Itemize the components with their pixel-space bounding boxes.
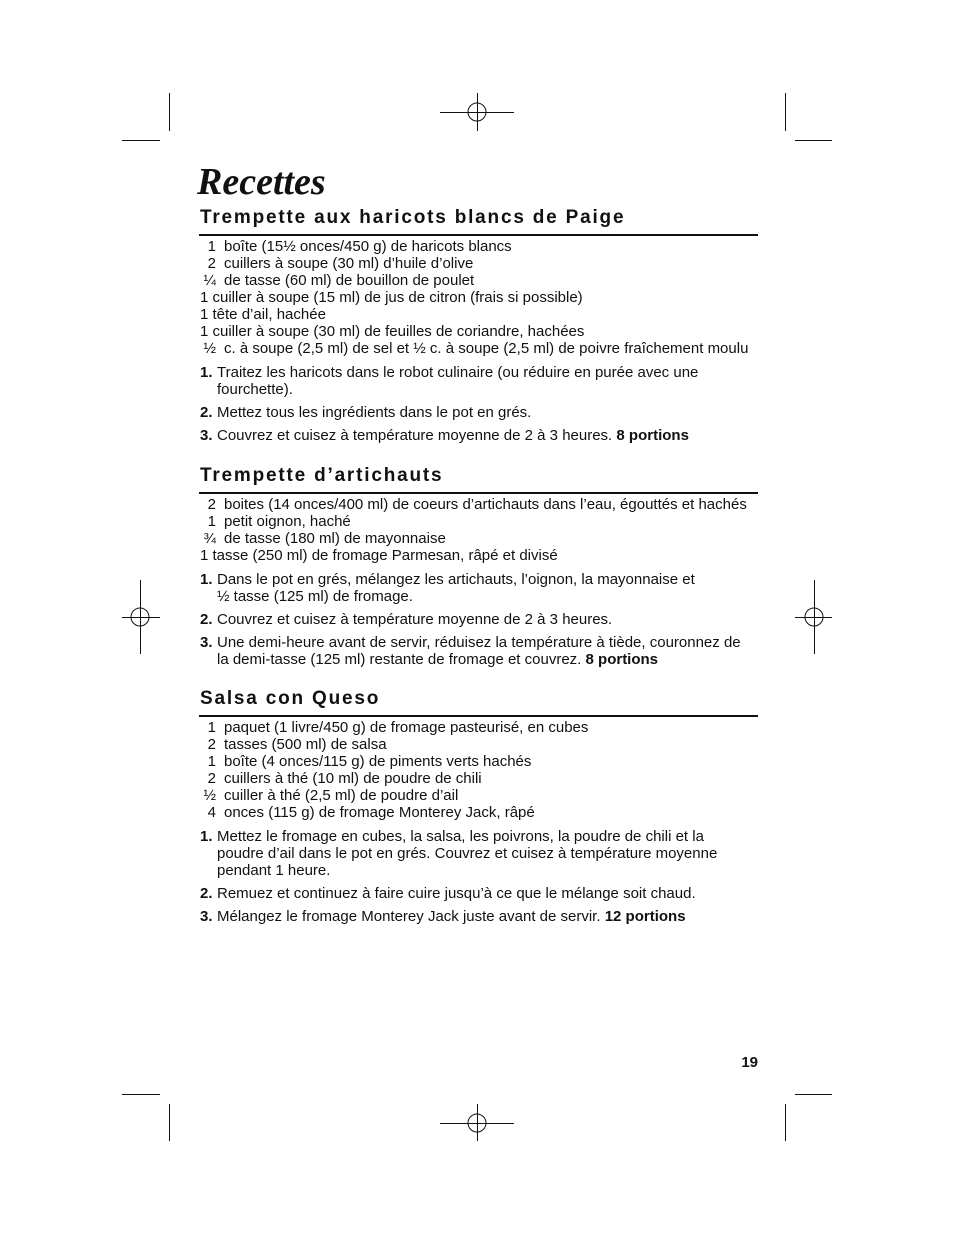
- ingredient-item: [200, 770, 758, 787]
- ingredient-quantity: ¼: [203, 272, 216, 289]
- ingredient-item: [200, 306, 758, 323]
- step-text: Une demi-heure avant de servir, réduisez la température à tiède, couronnez de la demi-tasse (125 ml) restante de fromage et couvrez.: [217, 634, 741, 668]
- ingredient-text: 1 cuiller à soupe (30 ml) de feuilles de coriandre, hachées: [200, 323, 585, 340]
- step-number: 3.: [200, 427, 213, 444]
- heading-rule: [199, 492, 758, 495]
- step-list: [199, 571, 758, 668]
- ingredient-text: onces (115 g) de fromage Monterey Jack, râpé: [224, 804, 535, 821]
- ingredient-text: cuiller à thé (2,5 ml) de poudre d’ail: [224, 787, 459, 804]
- step-number: 3.: [200, 634, 213, 651]
- ingredient-text: 1 tasse (250 ml) de fromage Parmesan, râpé et divisé: [200, 547, 558, 564]
- ingredient-text: 1 cuiller à soupe (15 ml) de jus de citron (frais si possible): [200, 289, 583, 306]
- heading-rule: [199, 715, 758, 718]
- step-body: [217, 828, 717, 879]
- step-body: [217, 571, 695, 605]
- step-number: 3.: [200, 908, 213, 925]
- servings-yield: 8 portions: [585, 651, 659, 668]
- recipe-heading: Salsa con Queso: [200, 688, 381, 709]
- crop-mark-bottom-right: [786, 1095, 833, 1142]
- step-item: [200, 427, 758, 444]
- step-number: 2.: [200, 885, 213, 902]
- ingredient-list: [199, 719, 758, 821]
- ingredient-quantity: 2: [207, 736, 216, 753]
- ingredient-item: [200, 255, 758, 272]
- ingredient-item: [200, 787, 758, 804]
- step-item: [200, 364, 758, 398]
- step-text: Remuez et continuez à faire cuire jusqu’à ce que le mélange soit chaud.: [217, 885, 696, 902]
- step-number: 1.: [200, 828, 213, 845]
- ingredient-item: [200, 340, 758, 357]
- registration-mark-left: [122, 580, 160, 654]
- ingredient-text: de tasse (60 ml) de bouillon de poulet: [224, 272, 475, 289]
- ingredient-item: [200, 323, 758, 340]
- recipe-white-bean-dip: [199, 207, 758, 444]
- step-item: [200, 634, 758, 668]
- step-body: [217, 885, 696, 902]
- ingredient-quantity: 2: [207, 496, 216, 513]
- ingredient-quantity: 1: [207, 719, 216, 736]
- step-text: Mettez tous les ingrédients dans le pot en grés.: [217, 404, 532, 421]
- step-text: Mettez le fromage en cubes, la salsa, les poivrons, la poudre de chili et la poudre d’ail dans le pot en grés. Couvrez et cuisez à température moyenne pendant 1 heure.: [217, 828, 718, 879]
- ingredient-text: boîte (15½ onces/450 g) de haricots blancs: [224, 238, 512, 255]
- ingredient-text: paquet (1 livre/450 g) de fromage pasteurisé, en cubes: [224, 719, 589, 736]
- recipe-heading: Trempette aux haricots blancs de Paige: [200, 207, 626, 228]
- step-text: Couvrez et cuisez à température moyenne de 2 à 3 heures.: [217, 611, 613, 628]
- step-list: [199, 828, 758, 925]
- step-item: [200, 404, 758, 421]
- step-body: [217, 611, 612, 628]
- crop-mark-top-right: [786, 93, 833, 141]
- step-number: 2.: [200, 404, 213, 421]
- step-item: [200, 571, 758, 605]
- ingredient-item: [200, 238, 758, 255]
- ingredient-text: cuillers à soupe (30 ml) d’huile d’olive: [224, 255, 474, 272]
- ingredient-item: [200, 530, 758, 547]
- heading-rule: [199, 234, 758, 237]
- step-text: Couvrez et cuisez à température moyenne de 2 à 3 heures.: [217, 427, 613, 444]
- ingredient-list: [199, 496, 758, 564]
- crop-mark-bottom-left: [122, 1095, 170, 1142]
- step-item: [200, 885, 758, 902]
- ingredient-quantity: 1: [207, 513, 216, 530]
- step-item: [200, 828, 758, 879]
- ingredient-text: de tasse (180 ml) de mayonnaise: [224, 530, 446, 547]
- servings-yield: 12 portions: [604, 908, 686, 925]
- ingredient-item: [200, 272, 758, 289]
- step-body: [217, 404, 531, 421]
- step-text: Dans le pot en grés, mélangez les artichauts, l’oignon, la mayonnaise et ½ tasse (125 ml) de fromage.: [217, 571, 695, 605]
- step-number: 1.: [200, 571, 213, 588]
- step-body: [217, 427, 689, 444]
- ingredient-quantity: 4: [207, 804, 216, 821]
- recipe-artichoke-dip: [199, 465, 758, 668]
- registration-mark-top: [440, 93, 514, 131]
- step-item: [200, 908, 758, 925]
- step-number: 1.: [200, 364, 213, 381]
- ingredient-item: [200, 513, 758, 530]
- step-list: [199, 364, 758, 444]
- ingredient-quantity: 1: [207, 238, 216, 255]
- ingredient-item: [200, 289, 758, 306]
- ingredient-quantity: ¾: [203, 530, 216, 547]
- crop-mark-top-left: [122, 93, 170, 141]
- ingredient-item: [200, 719, 758, 736]
- ingredient-quantity: 1: [207, 753, 216, 770]
- ingredient-quantity: 2: [207, 255, 216, 272]
- ingredient-text: cuillers à thé (10 ml) de poudre de chili: [224, 770, 482, 787]
- ingredient-text: tasses (500 ml) de salsa: [224, 736, 387, 753]
- registration-mark-bottom: [440, 1104, 514, 1141]
- recipe-salsa-con-queso: [199, 688, 758, 925]
- ingredient-text: 1 tête d’ail, hachée: [200, 306, 326, 323]
- step-text: Mélangez le fromage Monterey Jack juste avant de servir.: [217, 908, 601, 925]
- ingredient-item: [200, 753, 758, 770]
- step-body: [217, 908, 686, 925]
- ingredient-text: c. à soupe (2,5 ml) de sel et ½ c. à soupe (2,5 ml) de poivre fraîchement moulu: [224, 340, 749, 357]
- servings-yield: 8 portions: [616, 427, 689, 444]
- step-body: [217, 364, 698, 398]
- registration-mark-right: [795, 580, 832, 654]
- recipe-heading: Trempette d’artichauts: [200, 465, 444, 486]
- ingredient-quantity: 2: [207, 770, 216, 787]
- ingredient-quantity: ½: [203, 787, 216, 804]
- step-number: 2.: [200, 611, 213, 628]
- page-title: Recettes: [197, 161, 326, 203]
- ingredient-item: [200, 496, 758, 513]
- step-item: [200, 611, 758, 628]
- ingredient-text: boîte (4 onces/115 g) de piments verts hachés: [224, 753, 532, 770]
- page-number: 19: [741, 1054, 758, 1071]
- ingredient-text: boites (14 onces/400 ml) de coeurs d’artichauts dans l’eau, égouttés et hachés: [224, 496, 747, 513]
- ingredient-quantity: ½: [203, 340, 216, 357]
- step-text: Traitez les haricots dans le robot culinaire (ou réduire en purée avec une fourchette).: [217, 364, 699, 398]
- ingredient-item: [200, 736, 758, 753]
- ingredient-item: [200, 547, 758, 564]
- ingredient-list: [199, 238, 758, 357]
- step-body: [217, 634, 741, 668]
- ingredient-item: [200, 804, 758, 821]
- ingredient-text: petit oignon, haché: [224, 513, 351, 530]
